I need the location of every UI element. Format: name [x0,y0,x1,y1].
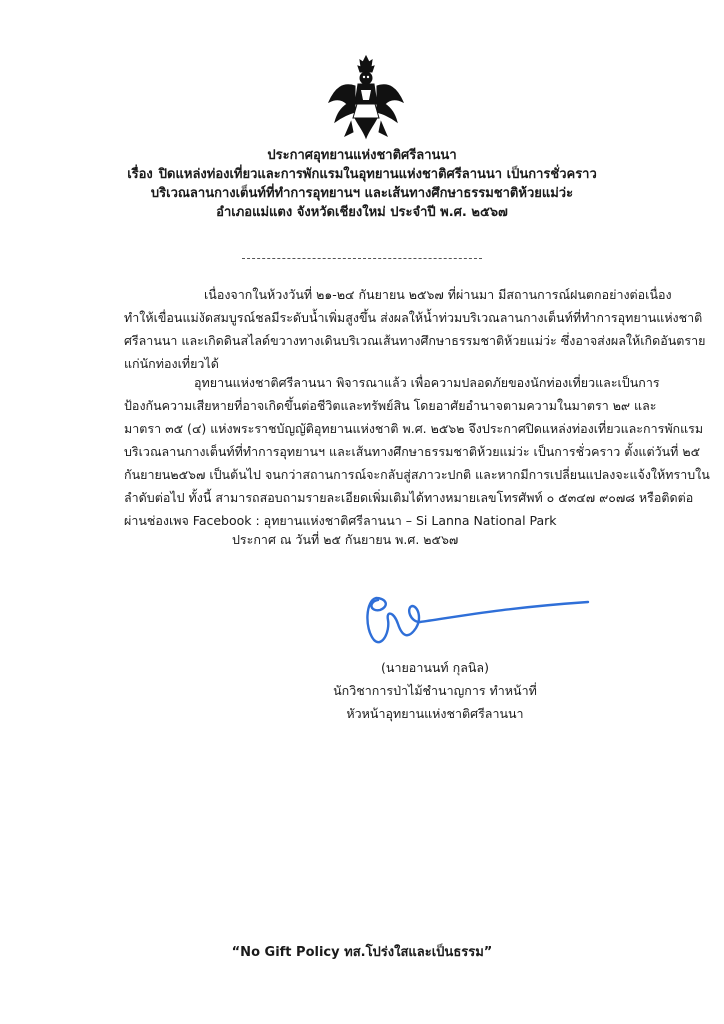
subject-line-2: บริเวณลานกางเต็นท์ที่ทำการอุทยานฯ และเส้นทางศึกษาธรรมชาติห้วยแม่ว่ะ [150,186,574,201]
paragraph-2-line: ลำดับต่อไป ทั้งนี้ สามารถสอบถามรายละเอียดเพิ่มเติมได้ทางหมายเลขโทรศัพท์ ๐ ๕๓๔๗ ๙๐๗๘ หรือติดต่อ [124,490,694,505]
subject-text-1: ปิดแหล่งท่องเที่ยวและการพักแรมในอุทยานแห่งชาติศรีลานนา เป็นการชั่วคราว [158,167,597,182]
no-gift-policy-footer: “No Gift Policy ทส.โปร่งใสและเป็นธรรม” [231,945,493,960]
paragraph-2-line: ผ่านช่องเพจ Facebook : อุทยานแห่งชาติศรีลานนา – Si Lanna National Park [124,513,557,528]
paragraph-2-line: มาตรา ๓๕ (๔) แห่งพระราชบัญญัติอุทยานแห่งชาติ พ.ศ. ๒๕๖๒ จึงประกาศปิดแหล่งท่องเที่ยวและการพักแรม [124,421,704,436]
paragraph-1-line: แก่นักท่องเที่ยวได้ [124,356,219,371]
paragraph-2 [124,371,710,532]
announcement-title-block [0,146,724,222]
subject-line-1 [0,165,724,184]
paragraph-1 [124,283,706,375]
announcement-date: ประกาศ ณ วันที่ ๒๕ กันยายน พ.ศ. ๒๕๖๗ [232,532,459,547]
handwritten-signature [360,588,590,663]
paragraph-1-line: เนื่องจากในห้วงวันที่ ๒๑-๒๔ กันยายน ๒๕๖๗ ที่ผ่านมา มีสถานการณ์ฝนตกอย่างต่อเนื่อง [204,287,672,302]
subject-label: เรื่อง [127,167,153,182]
paragraph-2-line: ป้องกันความเสียหายที่อาจเกิดขึ้นต่อชีวิตและทรัพย์สิน โดยอาศัยอำนาจตามความในมาตรา ๒๙ และ [124,398,657,413]
paragraph-1-line: ทำให้เขื่อนแม่งัดสมบูรณ์ชลมีระดับน้ำเพิ่มสูงขึ้น ส่งผลให้น้ำท่วมบริเวณลานกางเต็นท์ที่ทำการอุทยานแห่งชาติ [124,310,703,325]
signatory-name: (นายอานนท์ กุลนิล) [381,660,489,675]
signatory-block [330,656,540,725]
paragraph-2-line: บริเวณลานกางเต็นท์ที่ทำการอุทยานฯ และเส้นทางศึกษาธรรมชาติห้วยแม่ว่ะ เป็นการชั่วคราว ตั้งแต่วันที่ ๒๕ [124,444,701,459]
paragraph-2-line: อุทยานแห่งชาติศรีลานนา พิจารณาแล้ว เพื่อความปลอดภัยของนักท่องเที่ยวและเป็นการ [194,375,660,390]
title-divider [242,258,482,259]
subject-line-3: อำเภอแม่แตง จังหวัดเชียงใหม่ ประจำปี พ.ศ. ๒๕๖๗ [216,205,508,220]
announcement-title: ประกาศอุทยานแห่งชาติศรีลานนา [267,148,457,163]
paragraph-1-line: ศรีลานนา และเกิดดินสไลด์ขวางทางเดินบริเวณเส้นทางศึกษาธรรมชาติห้วยแม่ว่ะ ซึ่งอาจส่งผลให้เกิดอันตราย [124,333,706,348]
signatory-office: หัวหน้าอุทยานแห่งชาติศรีลานนา [346,706,524,721]
garuda-emblem-icon [325,52,407,144]
signatory-position: นักวิชาการป่าไม้ชำนาญการ ทำหน้าที่ [333,683,537,698]
paragraph-2-line: กันยายน๒๕๖๗ เป็นต้นไป จนกว่าสถานการณ์จะกลับสู่สภาวะปกติ และหากมีการเปลี่ยนแปลงจะแจ้งให้ทราบใน [124,467,710,482]
